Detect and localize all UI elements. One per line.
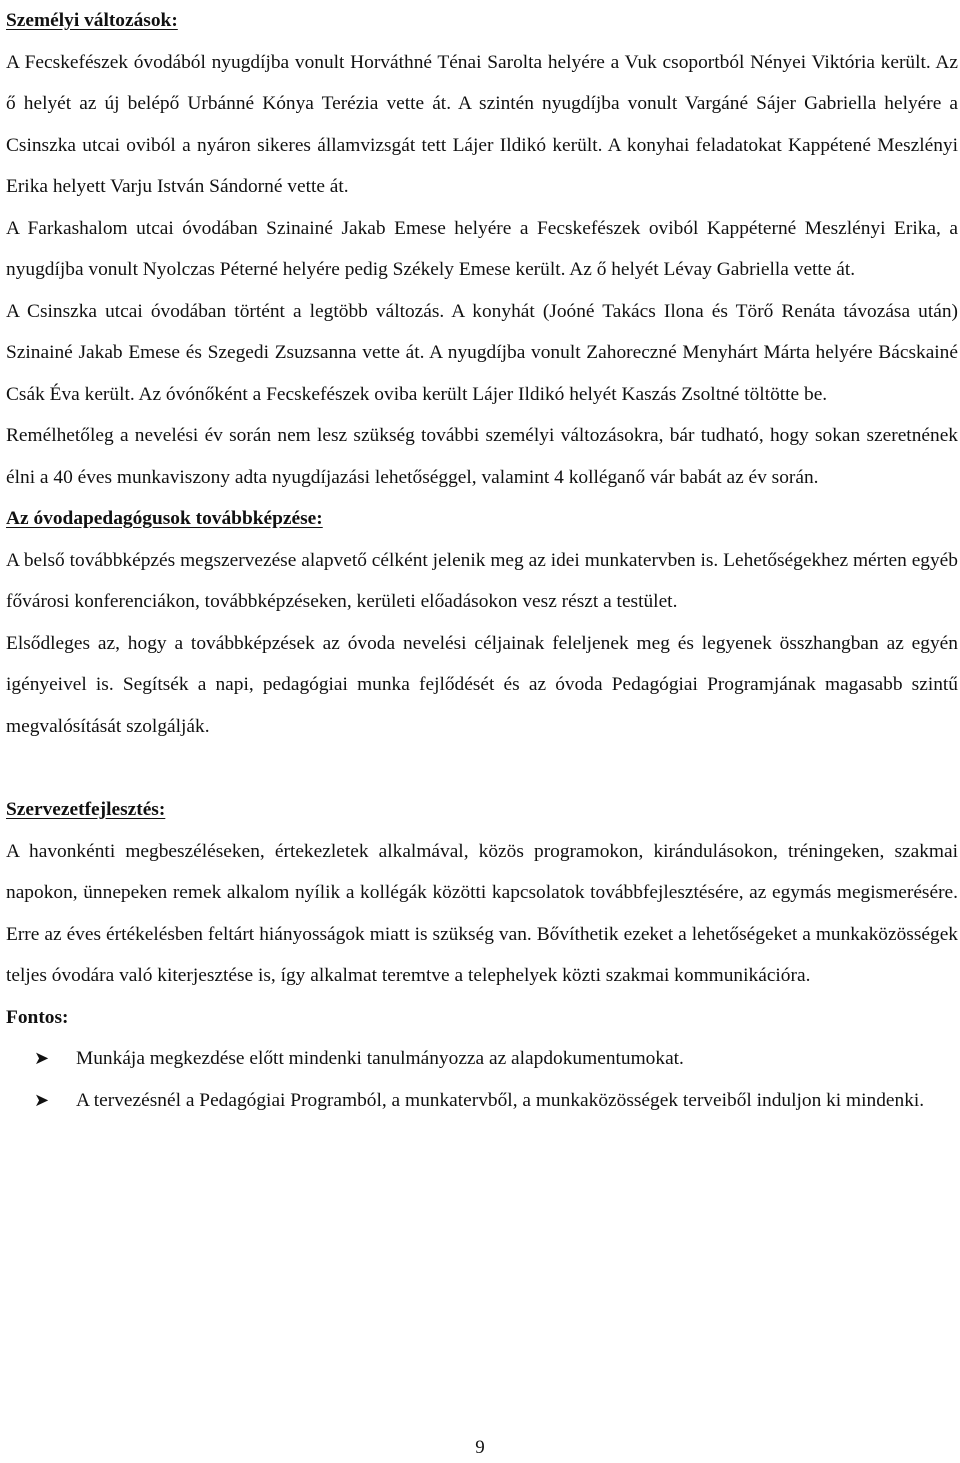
spacer <box>6 747 958 789</box>
paragraph: A Csinszka utcai óvodában történt a legtöbb változás. A konyhát (Joóné Takács Ilona és Törő Renáta távozása után) Szinainé Jakab Emese és Szegedi Zsuzsanna vette át. A nyugdíjba vonult Zahoreczné Menyhárt Márta helyére Bácskainé Csák Éva került. Az óvónőként a Fecskefészek oviba került Lájer Ildikó helyét Kaszás Zsoltné töltötte be. <box>6 300 958 405</box>
paragraph: A belső továbbképzés megszervezése alapvető célként jelenik meg az idei munkatervben is. Lehetőségekhez mérten egyéb fővárosi konferenciákon, továbbképzéseken, kerületi előadásokon vesz részt a testület. <box>6 549 958 612</box>
arrowhead-icon: ➤ <box>34 1048 50 1068</box>
list-item <box>6 1038 958 1080</box>
paragraph: Remélhetőleg a nevelési év során nem lesz szükség további személyi változásokra, bár tudható, hogy sokan szeretnének élni a 40 éves munkaviszony adta nyugdíjazási lehetőséggel, valamint 4 kolléganő vár babát az év során. <box>6 425 958 488</box>
bullet-list <box>6 1038 958 1121</box>
list-item-text: A tervezésnél a Pedagógiai Programból, a munkatervből, a munkaközösségek terveiből induljon ki mindenki. <box>76 1089 925 1111</box>
section-heading-fontos: Fontos: <box>6 1006 69 1028</box>
list-item-text: Munkája megkezdése előtt mindenki tanulmányozza az alapdokumentumokat. <box>76 1048 684 1069</box>
arrowhead-icon: ➤ <box>34 1089 50 1110</box>
section-heading-szemelyi: Személyi változások: <box>6 10 178 31</box>
paragraph: Elsődleges az, hogy a továbbképzések az óvoda nevelési céljainak feleljenek meg és legyenek összhangban az egyén igényeivel is. Segítsék a napi, pedagógiai munka fejlődését és az óvoda Pedagógiai Programjának magasabb szintű megvalósítását szolgálják. <box>6 632 958 737</box>
list-item <box>6 1080 958 1122</box>
document-page <box>6 0 958 1121</box>
section-heading-szervezet: Szervezetfejlesztés: <box>6 799 166 820</box>
page-number: 9 <box>475 1437 485 1458</box>
paragraph: A Fecskefészek óvodából nyugdíjba vonult Horváthné Ténai Sarolta helyére a Vuk csoportból Nényei Viktória került. Az ő helyét az új belépő Urbánné Kónya Terézia vette át. A szintén nyugdíjba vonult Vargáné Sájer Gabriella helyére a Csinszka utcai oviból a nyáron sikeres államvizsgát tett Lájer Ildikó került. A konyhai feladatokat Kappétené Meszlényi Erika helyett Varju István Sándorné vette át. <box>6 51 958 197</box>
section-heading-tovabbkepzes: Az óvodapedagógusok továbbképzése: <box>6 508 323 529</box>
paragraph: A havonkénti megbeszéléseken, értekezletek alkalmával, közös programokon, kirándulásokon, tréningeken, szakmai napokon, ünnepeken remek alkalom nyílik a kollégák közötti kapcsolatok továbbfejlesztésére, az egymás megismerésére. Erre az éves értékelésben feltárt hiányosságok miatt is szükség van. Bővíthetik ezeket a lehetőségeket a munkaközösségek teljes óvodára való kiterjesztése is, így alkalmat teremtve a telephelyek közti szakmai kommunikációra. <box>6 840 958 986</box>
paragraph: A Farkashalom utcai óvodában Szinainé Jakab Emese helyére a Fecskefészek oviból Kappéterné Meszlényi Erika, a nyugdíjba vonult Nyolczas Péterné helyére pedig Székely Emese került. Az ő helyét Lévay Gabriella vette át. <box>6 217 958 280</box>
